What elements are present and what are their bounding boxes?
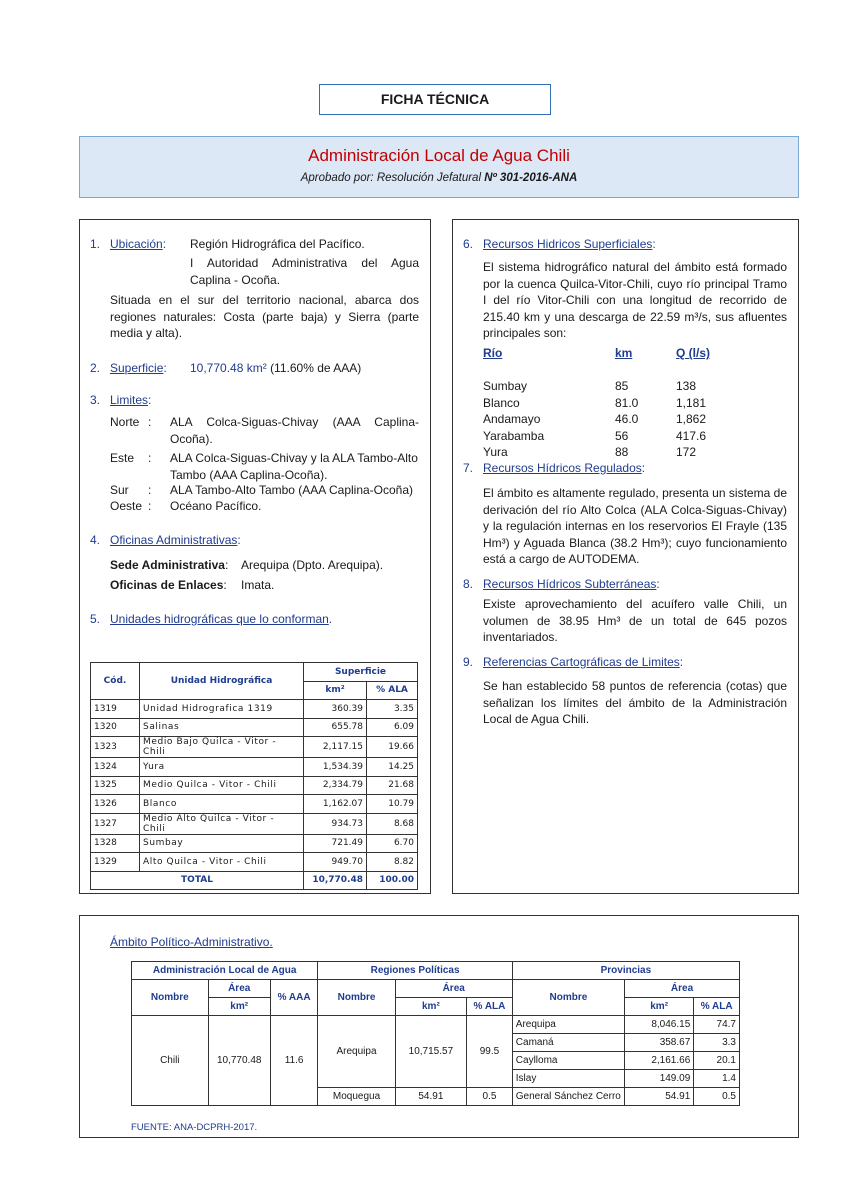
col-ala-pct: % AAA <box>270 980 318 1016</box>
province-name: Camaná <box>512 1034 624 1052</box>
section-number: 3. <box>90 393 101 407</box>
cell-pct: 6.70 <box>367 834 418 853</box>
river-km: 85 <box>615 379 629 394</box>
table-row <box>91 813 418 834</box>
cell-km: 1,162.07 <box>304 795 367 814</box>
limit-dir: Norte <box>110 415 140 429</box>
col-km: km <box>615 346 633 361</box>
limit-text: ALA Tambo-Alto Tambo (AAA Caplina-Ocoña) <box>170 483 414 497</box>
province-area: 149.09 <box>625 1070 694 1088</box>
cell-unidad: Yura <box>140 758 304 777</box>
province-pct: 20.1 <box>694 1052 740 1070</box>
referencias-text: Se han establecido 58 puntos de referencia (cotas) que señalizan los límites del ámbito de la Administración Local de Agua Chili. <box>483 679 787 726</box>
section-title: Referencias Cartográficas de Limites <box>483 655 680 669</box>
unidades-table <box>90 662 418 890</box>
sede-row: Sede Administrativa: <box>110 558 229 572</box>
region-area: 10,715.57 <box>395 1016 467 1088</box>
section-number: 1. <box>90 237 101 251</box>
ubicacion-line2: I Autoridad Administrativa del Agua Caplina - Ocoña. <box>190 256 419 287</box>
sede-value: Arequipa (Dpto. Arequipa). <box>241 558 384 572</box>
section-oficinas: 4. Oficinas Administrativas: <box>90 533 241 547</box>
approval-number: Nº 301-2016-ANA <box>484 172 578 184</box>
cell-pct: 10.79 <box>367 795 418 814</box>
section-number: 2. <box>90 361 101 375</box>
header-banner <box>79 136 799 198</box>
colon: : <box>148 483 152 497</box>
page-title: Administración Local de Agua Chili <box>308 146 570 165</box>
col-rio: Río <box>483 346 503 361</box>
total-label: TOTAL <box>91 871 304 890</box>
province-name: Caylloma <box>512 1052 624 1070</box>
cell-unidad: Medio Quilca - Vitor - Chili <box>140 776 304 795</box>
cell-unidad: Alto Quilca - Vitor - Chili <box>140 853 304 872</box>
colon: : <box>148 499 152 513</box>
regulados-text: El ámbito es altamente regulado, presenta un sistema de derivación del río Alto Colca (ALA Colca-Siguas-Chivay) y la regulación internas en los reservorios El Frayle (135 Hm³) y Aguada Blanca (38.2 Hm³); cuyo funcionamiento está a cargo de AUTODEMA. <box>483 486 787 566</box>
section-referencias: 9. Referencias Cartográficas de Limites: <box>463 655 684 669</box>
approval-line <box>80 172 798 184</box>
col-prov-nombre: Nombre <box>512 980 624 1016</box>
cell-unidad: Sumbay <box>140 834 304 853</box>
river-q: 1,181 <box>676 395 707 410</box>
limit-dir: Oeste <box>110 499 143 513</box>
river-q: 1,862 <box>676 412 707 427</box>
col-prov-km: km² <box>625 998 694 1016</box>
province-name: Arequipa <box>512 1016 624 1034</box>
cell-cod: 1327 <box>91 813 140 834</box>
river-name: Yarabamba <box>483 428 545 443</box>
col-km: km² <box>304 681 367 700</box>
col-superficie: Superficie <box>304 663 418 682</box>
col-reg-pct: % ALA <box>467 998 513 1016</box>
section-title: Recursos Hidricos Superficiales <box>483 237 653 251</box>
approval-prefix: Aprobado por: Resolución Jefatural <box>300 172 485 184</box>
river-q: 172 <box>676 445 697 460</box>
ala-pct: 11.6 <box>270 1016 318 1106</box>
table-total-row <box>91 871 418 890</box>
colon: : <box>148 415 152 429</box>
ubicacion-line1: Región Hidrográfica del Pacífico. <box>190 237 365 251</box>
enlace-row: Oficinas de Enlaces: <box>110 578 227 592</box>
col-reg-area: Área <box>395 980 512 998</box>
cell-pct: 21.68 <box>367 776 418 795</box>
river-row <box>483 395 733 412</box>
region-area: 54.91 <box>395 1088 467 1106</box>
table-row <box>91 776 418 795</box>
cell-cod: 1328 <box>91 834 140 853</box>
province-pct: 0.5 <box>694 1088 740 1106</box>
section-number: 5. <box>90 612 101 626</box>
cell-km: 360.39 <box>304 700 367 719</box>
province-area: 358.67 <box>625 1034 694 1052</box>
cell-km: 2,117.15 <box>304 737 367 758</box>
table-row <box>91 700 418 719</box>
table-row <box>91 758 418 777</box>
river-row <box>483 411 733 428</box>
enlace-label: Oficinas de Enlaces <box>110 578 224 592</box>
superficie-pct: (11.60% de AAA) <box>270 361 362 375</box>
ala-area: 10,770.48 <box>208 1016 270 1106</box>
river-name: Andamayo <box>483 412 541 427</box>
cell-pct: 14.25 <box>367 758 418 777</box>
cell-cod: 1324 <box>91 758 140 777</box>
source-note: FUENTE: ANA-DCPRH-2017. <box>131 1122 258 1133</box>
cell-unidad: Medio Alto Quilca - Vitor - Chili <box>140 813 304 834</box>
river-km: 56 <box>615 428 629 443</box>
section-title: Recursos Hídricos Regulados <box>483 461 642 475</box>
cell-cod: 1320 <box>91 718 140 737</box>
river-row <box>483 378 733 395</box>
river-km: 46.0 <box>615 412 639 427</box>
col-pct: % ALA <box>367 681 418 700</box>
river-name: Blanco <box>483 395 520 410</box>
table-row <box>91 834 418 853</box>
cell-cod: 1326 <box>91 795 140 814</box>
limit-dir: Sur <box>110 483 129 497</box>
sede-label: Sede Administrativa <box>110 558 225 572</box>
col-cod: Cód. <box>91 663 140 700</box>
ambito-table <box>131 961 740 1106</box>
table-row <box>132 1016 740 1034</box>
section-title: Oficinas Administrativas <box>110 533 238 547</box>
cell-cod: 1325 <box>91 776 140 795</box>
cell-km: 1,534.39 <box>304 758 367 777</box>
river-q: 138 <box>676 379 697 394</box>
river-row <box>483 428 733 445</box>
river-km: 81.0 <box>615 395 639 410</box>
superficie-km: 10,770.48 km² <box>190 361 267 375</box>
section-number: 6. <box>463 237 474 251</box>
province-name: Islay <box>512 1070 624 1088</box>
section-number: 9. <box>463 655 474 669</box>
col-ala-area: Área <box>208 980 270 998</box>
section-title: Limites <box>110 393 149 407</box>
river-q: 417.6 <box>676 428 707 443</box>
section-subterraneas: 8. Recursos Hídricos Subterráneas: <box>463 577 660 591</box>
cell-km: 2,334.79 <box>304 776 367 795</box>
cell-km: 949.70 <box>304 853 367 872</box>
province-area: 8,046.15 <box>625 1016 694 1034</box>
rivers-table <box>483 345 733 461</box>
cell-cod: 1323 <box>91 737 140 758</box>
colon: : <box>148 451 152 465</box>
ambito-title: Ámbito Político-Administrativo. <box>110 935 273 949</box>
section-title: Unidades hidrográficas que lo conforman <box>110 612 329 626</box>
province-pct: 1.4 <box>694 1070 740 1088</box>
limit-text: Océano Pacífico. <box>170 499 262 513</box>
table-row <box>91 795 418 814</box>
col-ala: Administración Local de Agua <box>132 962 318 980</box>
cell-cod: 1319 <box>91 700 140 719</box>
cell-pct: 8.68 <box>367 813 418 834</box>
river-name: Yura <box>483 445 508 460</box>
section-number: 4. <box>90 533 101 547</box>
ubicacion-desc: Situada en el sur del territorio nacional, abarca dos regiones naturales: Costa (parte baja) y Sierra (parte media y alta). <box>110 293 419 340</box>
cell-km: 934.73 <box>304 813 367 834</box>
total-pct: 100.00 <box>367 871 418 890</box>
section-superficie: 2. Superficie: <box>90 361 167 375</box>
cell-cod: 1329 <box>91 853 140 872</box>
cell-km: 655.78 <box>304 718 367 737</box>
cell-pct: 3.35 <box>367 700 418 719</box>
section-limites: 3. Limites: <box>90 393 152 407</box>
table-row <box>91 737 418 758</box>
province-area: 2,161.66 <box>625 1052 694 1070</box>
col-prov-pct: % ALA <box>694 998 740 1016</box>
section-unidades: 5. Unidades hidrográficas que lo conforman. <box>90 612 333 626</box>
ambito-title-text: Ámbito Político-Administrativo <box>110 935 270 949</box>
province-pct: 3.3 <box>694 1034 740 1052</box>
col-unidad: Unidad Hidrográfica <box>140 663 304 700</box>
total-km: 10,770.48 <box>304 871 367 890</box>
table-row <box>91 718 418 737</box>
cell-unidad: Unidad Hidrografica 1319 <box>140 700 304 719</box>
region-name: Moquegua <box>318 1088 395 1106</box>
col-q: Q (l/s) <box>676 346 711 361</box>
superficiales-text: El sistema hidrográfico natural del ámbito está formado por la cuenca Quilca-Vitor-Chili, cuyo río principal Tramo I del río Vitor-Chili con una longitud de recorrido de 215.40 km y una descarga de 22.59 m³/s, sus afluentes principales son: <box>483 260 787 340</box>
col-reg-nombre: Nombre <box>318 980 395 1016</box>
section-number: 7. <box>463 461 474 475</box>
subterraneas-text: Existe aprovechamiento del acuífero valle Chili, un volumen de 38.95 Hm³ de un total de 645 pozos inventariados. <box>483 597 787 644</box>
col-reg-km: km² <box>395 998 467 1016</box>
section-title: Superficie <box>110 361 164 375</box>
cell-unidad: Medio Bajo Quilca - Vitor - Chili <box>140 737 304 758</box>
region-name: Arequipa <box>318 1016 395 1088</box>
table-row <box>91 853 418 872</box>
section-title: Ubicación <box>110 237 163 251</box>
cell-pct: 6.09 <box>367 718 418 737</box>
ficha-title: FICHA TÉCNICA <box>319 84 551 115</box>
col-regiones: Regiones Políticas <box>318 962 512 980</box>
section-regulados: 7. Recursos Hídricos Regulados: <box>463 461 646 475</box>
limit-text: ALA Colca-Siguas-Chivay y la ALA Tambo-Alto Tambo (AAA Caplina-Ocoña). <box>170 451 418 482</box>
section-ubicacion: 1. Ubicación: <box>90 237 167 251</box>
col-ala-nombre: Nombre <box>132 980 209 1016</box>
cell-km: 721.49 <box>304 834 367 853</box>
province-area: 54.91 <box>625 1088 694 1106</box>
limit-dir: Este <box>110 451 135 465</box>
cell-pct: 19.66 <box>367 737 418 758</box>
superficie-value <box>190 360 361 377</box>
cell-unidad: Blanco <box>140 795 304 814</box>
cell-unidad: Salinas <box>140 718 304 737</box>
ala-name: Chili <box>132 1016 209 1106</box>
section-number: 8. <box>463 577 474 591</box>
river-km: 88 <box>615 445 629 460</box>
river-name: Sumbay <box>483 379 528 394</box>
col-provincias: Provincias <box>512 962 739 980</box>
river-row <box>483 444 733 461</box>
enlace-value: Imata. <box>241 578 275 592</box>
section-superficiales: 6. Recursos Hidricos Superficiales: <box>463 237 656 251</box>
col-ala-km: km² <box>208 998 270 1016</box>
cell-pct: 8.82 <box>367 853 418 872</box>
limit-text: ALA Colca-Siguas-Chivay (AAA Caplina-Ocoña). <box>170 415 419 446</box>
col-prov-area: Área <box>625 980 740 998</box>
section-title: Recursos Hídricos Subterráneas <box>483 577 657 591</box>
region-pct: 0.5 <box>467 1088 513 1106</box>
province-pct: 74.7 <box>694 1016 740 1034</box>
province-name: General Sánchez Cerro <box>512 1088 624 1106</box>
region-pct: 99.5 <box>467 1016 513 1088</box>
